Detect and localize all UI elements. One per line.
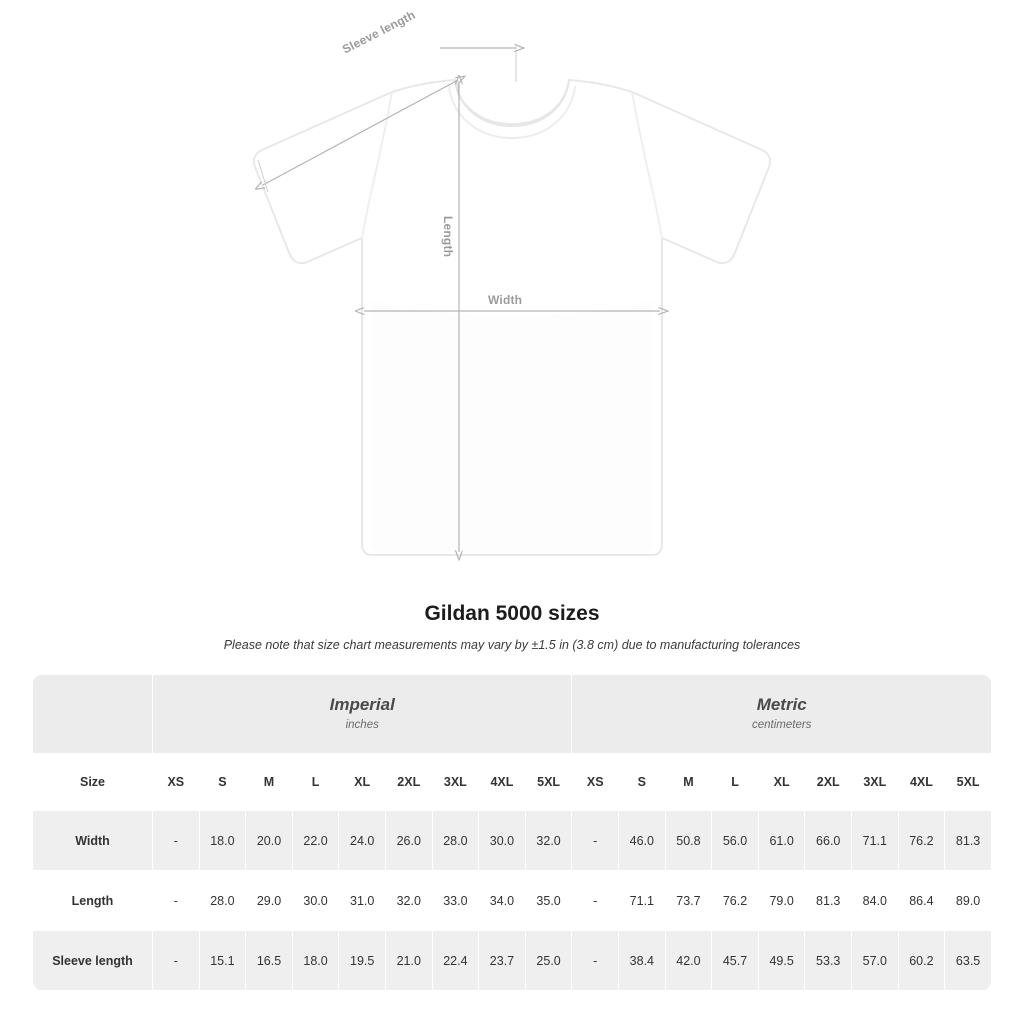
cell-sleeve-metric-2xl: 53.3 xyxy=(805,931,852,991)
cell-length-imperial-xs: - xyxy=(153,871,200,931)
unit-sub-metric: centimeters xyxy=(752,718,812,731)
cell-sleeve-imperial-l: 18.0 xyxy=(292,931,339,991)
cell-sleeve-metric-m: 42.0 xyxy=(665,931,712,991)
size-table-wrapper xyxy=(32,674,992,991)
cell-sleeve-imperial-m: 16.5 xyxy=(246,931,293,991)
cell-length-imperial-l: 30.0 xyxy=(292,871,339,931)
cell-width-imperial-l: 22.0 xyxy=(292,811,339,871)
cell-width-imperial-m: 20.0 xyxy=(246,811,293,871)
cell-sleeve-metric-4xl: 60.2 xyxy=(898,931,945,991)
cell-length-imperial-xl: 31.0 xyxy=(339,871,386,931)
cell-width-metric-5xl: 81.3 xyxy=(945,811,992,871)
size-col-metric-m: M xyxy=(665,754,712,811)
unit-header-row xyxy=(33,675,992,754)
cell-length-imperial-m: 29.0 xyxy=(246,871,293,931)
cell-sleeve-metric-xl: 49.5 xyxy=(758,931,805,991)
cell-length-metric-2xl: 81.3 xyxy=(805,871,852,931)
cell-sleeve-imperial-s: 15.1 xyxy=(199,931,246,991)
size-chart-table xyxy=(32,674,992,991)
table-row xyxy=(33,811,992,871)
cell-width-imperial-s: 18.0 xyxy=(199,811,246,871)
width-dimension-label: Width xyxy=(484,293,526,307)
cell-width-metric-4xl: 76.2 xyxy=(898,811,945,871)
cell-length-imperial-4xl: 34.0 xyxy=(479,871,526,931)
unit-header-spacer xyxy=(33,675,153,754)
cell-width-imperial-2xl: 26.0 xyxy=(385,811,432,871)
cell-width-metric-xl: 61.0 xyxy=(758,811,805,871)
size-col-metric-3xl: 3XL xyxy=(852,754,899,811)
cell-width-imperial-xl: 24.0 xyxy=(339,811,386,871)
cell-sleeve-imperial-4xl: 23.7 xyxy=(479,931,526,991)
size-col-imperial-2xl: 2XL xyxy=(385,754,432,811)
size-col-metric-s: S xyxy=(619,754,666,811)
size-col-metric-xs: XS xyxy=(572,754,619,811)
unit-name-metric: Metric xyxy=(756,694,807,714)
size-col-metric-5xl: 5XL xyxy=(945,754,992,811)
cell-length-imperial-s: 28.0 xyxy=(199,871,246,931)
cell-width-metric-2xl: 66.0 xyxy=(805,811,852,871)
sleeve-length-dimension-label: Sleeve length xyxy=(340,7,418,57)
tolerance-note: Please note that size chart measurements may vary by ±1.5 in (3.8 cm) due to manufacturing tolerances xyxy=(223,638,801,652)
size-col-imperial-xs: XS xyxy=(153,754,200,811)
cell-width-metric-m: 50.8 xyxy=(665,811,712,871)
cell-sleeve-metric-s: 38.4 xyxy=(619,931,666,991)
row-label-width: Width xyxy=(33,811,153,871)
unit-name-imperial: Imperial xyxy=(329,694,395,714)
size-col-imperial-5xl: 5XL xyxy=(525,754,572,811)
unit-header-imperial xyxy=(153,675,572,754)
cell-sleeve-imperial-2xl: 21.0 xyxy=(385,931,432,991)
table-row xyxy=(33,871,992,931)
cell-width-metric-s: 46.0 xyxy=(619,811,666,871)
cell-width-metric-3xl: 71.1 xyxy=(852,811,899,871)
cell-length-metric-l: 76.2 xyxy=(712,871,759,931)
size-col-imperial-4xl: 4XL xyxy=(479,754,526,811)
size-col-metric-4xl: 4XL xyxy=(898,754,945,811)
cell-length-metric-xl: 79.0 xyxy=(758,871,805,931)
page-title: Gildan 5000 sizes xyxy=(424,602,600,625)
size-col-imperial-3xl: 3XL xyxy=(432,754,479,811)
size-col-imperial-s: S xyxy=(199,754,246,811)
cell-length-metric-5xl: 89.0 xyxy=(945,871,992,931)
unit-header-metric xyxy=(572,675,992,754)
cell-width-imperial-xs: - xyxy=(153,811,200,871)
row-label-length: Length xyxy=(33,871,153,931)
size-header-label: Size xyxy=(33,754,153,811)
title-block xyxy=(0,602,1024,652)
cell-length-imperial-5xl: 35.0 xyxy=(525,871,572,931)
unit-sub-imperial: inches xyxy=(345,718,379,731)
cell-sleeve-metric-3xl: 57.0 xyxy=(852,931,899,991)
row-label-sleeve-length: Sleeve length xyxy=(33,931,153,991)
size-col-metric-xl: XL xyxy=(758,754,805,811)
cell-width-metric-l: 56.0 xyxy=(712,811,759,871)
size-col-imperial-l: L xyxy=(292,754,339,811)
size-col-metric-l: L xyxy=(712,754,759,811)
cell-width-imperial-4xl: 30.0 xyxy=(479,811,526,871)
size-header-row xyxy=(33,754,992,811)
cell-length-metric-s: 71.1 xyxy=(619,871,666,931)
length-dimension-label: Length xyxy=(441,216,455,258)
cell-sleeve-metric-5xl: 63.5 xyxy=(945,931,992,991)
cell-sleeve-imperial-xs: - xyxy=(153,931,200,991)
cell-width-metric-xs: - xyxy=(572,811,619,871)
cell-sleeve-imperial-xl: 19.5 xyxy=(339,931,386,991)
table-row xyxy=(33,931,992,991)
size-col-metric-2xl: 2XL xyxy=(805,754,852,811)
cell-sleeve-metric-xs: - xyxy=(572,931,619,991)
cell-width-imperial-3xl: 28.0 xyxy=(432,811,479,871)
size-col-imperial-m: M xyxy=(246,754,293,811)
cell-length-metric-4xl: 86.4 xyxy=(898,871,945,931)
cell-length-metric-xs: - xyxy=(572,871,619,931)
cell-sleeve-metric-l: 45.7 xyxy=(712,931,759,991)
cell-length-metric-3xl: 84.0 xyxy=(852,871,899,931)
cell-sleeve-imperial-3xl: 22.4 xyxy=(432,931,479,991)
cell-sleeve-imperial-5xl: 25.0 xyxy=(525,931,572,991)
cell-length-metric-m: 73.7 xyxy=(665,871,712,931)
cell-width-imperial-5xl: 32.0 xyxy=(525,811,572,871)
size-col-imperial-xl: XL xyxy=(339,754,386,811)
cell-length-imperial-3xl: 33.0 xyxy=(432,871,479,931)
cell-length-imperial-2xl: 32.0 xyxy=(385,871,432,931)
